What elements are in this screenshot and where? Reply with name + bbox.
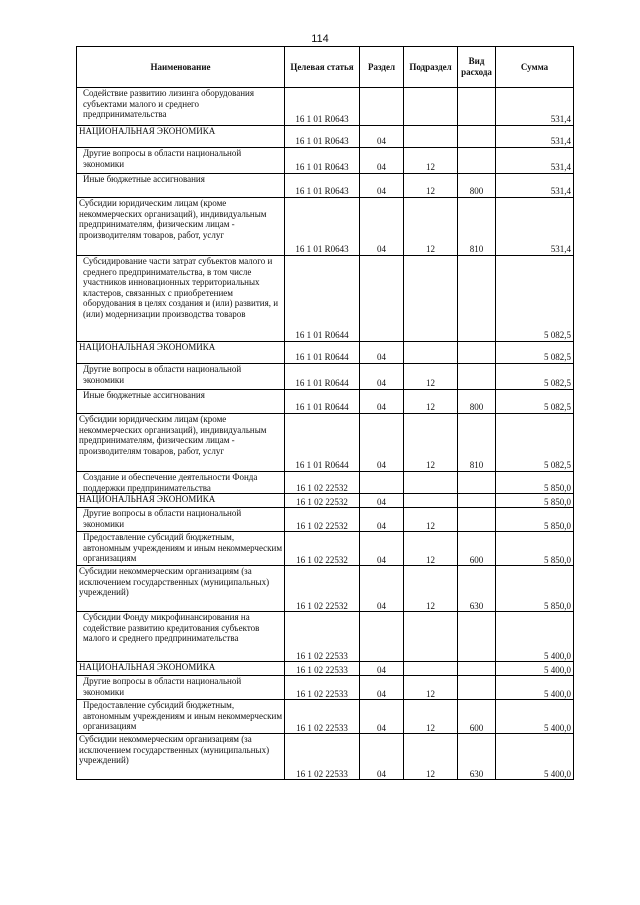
- row-subsection: 12: [404, 508, 458, 532]
- row-subsection: [404, 612, 458, 662]
- row-amount: 531,4: [496, 148, 574, 174]
- row-name: Субсидирование части затрат субъектов малого и среднего предпринимательства, в том числе участников инновационных территориальных кластеров, связанных с приобретением оборудования в целях создания и (или) развития, и (или) модернизации производства товаров: [77, 256, 285, 342]
- row-expense-type: [458, 508, 496, 532]
- table-row: [77, 612, 574, 662]
- row-subsection: 12: [404, 174, 458, 198]
- row-target: 16 1 02 22532: [285, 494, 360, 508]
- row-amount: 5 400,0: [496, 662, 574, 676]
- table-row: [77, 472, 574, 494]
- row-expense-type: [458, 342, 496, 364]
- row-name: Другие вопросы в области национальной экономики: [77, 364, 285, 390]
- row-name: Предоставление субсидий бюджетным, автономным учреждениям и иным некоммерческим организациям: [77, 532, 285, 566]
- row-name: НАЦИОНАЛЬНАЯ ЭКОНОМИКА: [77, 126, 285, 148]
- header-amount: Сумма: [496, 47, 574, 88]
- row-name: Другие вопросы в области национальной экономики: [77, 148, 285, 174]
- row-expense-type: 600: [458, 532, 496, 566]
- row-target: 16 1 02 22533: [285, 662, 360, 676]
- row-section: 04: [360, 734, 404, 780]
- header-section: Раздел: [360, 47, 404, 88]
- row-amount: 5 850,0: [496, 566, 574, 612]
- table-row: [77, 700, 574, 734]
- row-subsection: 12: [404, 364, 458, 390]
- row-target: 16 1 01 R0643: [285, 148, 360, 174]
- row-expense-type: [458, 494, 496, 508]
- row-subsection: 12: [404, 700, 458, 734]
- row-expense-type: [458, 662, 496, 676]
- row-name: Субсидии Фонду микрофинансирования на содействие развитию кредитования субъектов малого и среднего предпринимательства: [77, 612, 285, 662]
- row-expense-type: 600: [458, 700, 496, 734]
- budget-table: [76, 46, 574, 780]
- row-amount: 5 850,0: [496, 472, 574, 494]
- row-target: 16 1 01 R0644: [285, 390, 360, 414]
- table-row: [77, 676, 574, 700]
- header-name: Наименование: [77, 47, 285, 88]
- table-row: [77, 390, 574, 414]
- row-name: Иные бюджетные ассигнования: [77, 390, 285, 414]
- row-section: 04: [360, 174, 404, 198]
- row-subsection: [404, 88, 458, 126]
- row-amount: 5 400,0: [496, 676, 574, 700]
- table-row: [77, 148, 574, 174]
- row-name: Содействие развитию лизинга оборудования субъектами малого и среднего предпринимательства: [77, 88, 285, 126]
- row-subsection: [404, 256, 458, 342]
- page-number: 114: [311, 33, 329, 45]
- row-target: 16 1 01 R0643: [285, 174, 360, 198]
- row-expense-type: [458, 148, 496, 174]
- row-target: 16 1 02 22532: [285, 566, 360, 612]
- row-subsection: 12: [404, 676, 458, 700]
- row-target: 16 1 02 22532: [285, 532, 360, 566]
- table-row: [77, 532, 574, 566]
- row-amount: 5 850,0: [496, 532, 574, 566]
- row-section: 04: [360, 676, 404, 700]
- row-target: 16 1 01 R0643: [285, 198, 360, 256]
- row-name: Другие вопросы в области национальной экономики: [77, 676, 285, 700]
- table-row: [77, 662, 574, 676]
- row-name: НАЦИОНАЛЬНАЯ ЭКОНОМИКА: [77, 662, 285, 676]
- table-row: [77, 256, 574, 342]
- row-name: Иные бюджетные ассигнования: [77, 174, 285, 198]
- row-section: 04: [360, 364, 404, 390]
- row-section: 04: [360, 508, 404, 532]
- row-section: 04: [360, 566, 404, 612]
- table-row: [77, 414, 574, 472]
- row-target: 16 1 01 R0643: [285, 126, 360, 148]
- row-subsection: 12: [404, 532, 458, 566]
- table-row: [77, 494, 574, 508]
- row-name: Субсидии некоммерческим организациям (за исключением государственных (муниципальных) учреждений): [77, 566, 285, 612]
- row-target: 16 1 01 R0644: [285, 342, 360, 364]
- row-section: 04: [360, 700, 404, 734]
- row-target: 16 1 01 R0644: [285, 256, 360, 342]
- row-section: 04: [360, 414, 404, 472]
- row-amount: 5 082,5: [496, 364, 574, 390]
- row-expense-type: 630: [458, 566, 496, 612]
- table-row: [77, 198, 574, 256]
- table-row: [77, 126, 574, 148]
- row-section: 04: [360, 532, 404, 566]
- row-target: 16 1 01 R0644: [285, 364, 360, 390]
- row-section: 04: [360, 390, 404, 414]
- row-subsection: 12: [404, 414, 458, 472]
- row-target: 16 1 02 22533: [285, 612, 360, 662]
- row-name: Создание и обеспечение деятельности Фонда поддержки предпринимательства: [77, 472, 285, 494]
- row-subsection: [404, 126, 458, 148]
- row-amount: 5 850,0: [496, 494, 574, 508]
- row-expense-type: [458, 612, 496, 662]
- row-section: 04: [360, 494, 404, 508]
- row-subsection: 12: [404, 566, 458, 612]
- header-target: Целевая статья: [285, 47, 360, 88]
- row-amount: 5 082,5: [496, 390, 574, 414]
- row-name: НАЦИОНАЛЬНАЯ ЭКОНОМИКА: [77, 342, 285, 364]
- table-row: [77, 734, 574, 780]
- row-subsection: [404, 662, 458, 676]
- row-target: 16 1 01 R0643: [285, 88, 360, 126]
- row-expense-type: 800: [458, 390, 496, 414]
- row-target: 16 1 01 R0644: [285, 414, 360, 472]
- row-name: Субсидии юридическим лицам (кроме некоммерческих организаций), индивидуальным предпринимателям, физическим лицам - производителям товаров, работ, услуг: [77, 414, 285, 472]
- table-row: [77, 566, 574, 612]
- row-subsection: 12: [404, 198, 458, 256]
- row-target: 16 1 02 22533: [285, 676, 360, 700]
- row-section: 04: [360, 342, 404, 364]
- row-expense-type: [458, 126, 496, 148]
- header-subsection: Подраздел: [404, 47, 458, 88]
- row-amount: 531,4: [496, 174, 574, 198]
- row-subsection: [404, 342, 458, 364]
- row-target: 16 1 02 22533: [285, 734, 360, 780]
- row-amount: 531,4: [496, 126, 574, 148]
- row-section: 04: [360, 662, 404, 676]
- header-expense-type: Вид расхода: [458, 47, 496, 88]
- row-amount: 5 082,5: [496, 256, 574, 342]
- table-row: [77, 508, 574, 532]
- row-expense-type: 800: [458, 174, 496, 198]
- row-name: Предоставление субсидий бюджетным, автономным учреждениям и иным некоммерческим организациям: [77, 700, 285, 734]
- row-expense-type: [458, 88, 496, 126]
- row-amount: 531,4: [496, 198, 574, 256]
- row-amount: 531,4: [496, 88, 574, 126]
- row-subsection: 12: [404, 148, 458, 174]
- row-section: 04: [360, 198, 404, 256]
- row-section: 04: [360, 126, 404, 148]
- row-name: Субсидии юридическим лицам (кроме некоммерческих организаций), индивидуальным предпринимателям, физическим лицам - производителям товаров, работ, услуг: [77, 198, 285, 256]
- row-section: 04: [360, 148, 404, 174]
- row-section: [360, 256, 404, 342]
- row-subsection: 12: [404, 390, 458, 414]
- row-name: НАЦИОНАЛЬНАЯ ЭКОНОМИКА: [77, 494, 285, 508]
- row-target: 16 1 02 22532: [285, 472, 360, 494]
- row-expense-type: [458, 364, 496, 390]
- table-row: [77, 342, 574, 364]
- header-row: [77, 47, 574, 88]
- row-amount: 5 400,0: [496, 612, 574, 662]
- row-expense-type: [458, 676, 496, 700]
- row-expense-type: 810: [458, 414, 496, 472]
- row-amount: 5 082,5: [496, 342, 574, 364]
- row-amount: 5 082,5: [496, 414, 574, 472]
- row-expense-type: [458, 256, 496, 342]
- row-subsection: [404, 494, 458, 508]
- table-row: [77, 174, 574, 198]
- row-target: 16 1 02 22532: [285, 508, 360, 532]
- row-name: Другие вопросы в области национальной экономики: [77, 508, 285, 532]
- row-amount: 5 400,0: [496, 700, 574, 734]
- row-amount: 5 400,0: [496, 734, 574, 780]
- row-expense-type: [458, 472, 496, 494]
- row-name: Субсидии некоммерческим организациям (за исключением государственных (муниципальных) учреждений): [77, 734, 285, 780]
- row-section: [360, 472, 404, 494]
- table-row: [77, 364, 574, 390]
- table-row: [77, 88, 574, 126]
- row-section: [360, 88, 404, 126]
- row-subsection: [404, 472, 458, 494]
- row-expense-type: 810: [458, 198, 496, 256]
- row-amount: 5 850,0: [496, 508, 574, 532]
- row-expense-type: 630: [458, 734, 496, 780]
- row-subsection: 12: [404, 734, 458, 780]
- row-section: [360, 612, 404, 662]
- row-target: 16 1 02 22533: [285, 700, 360, 734]
